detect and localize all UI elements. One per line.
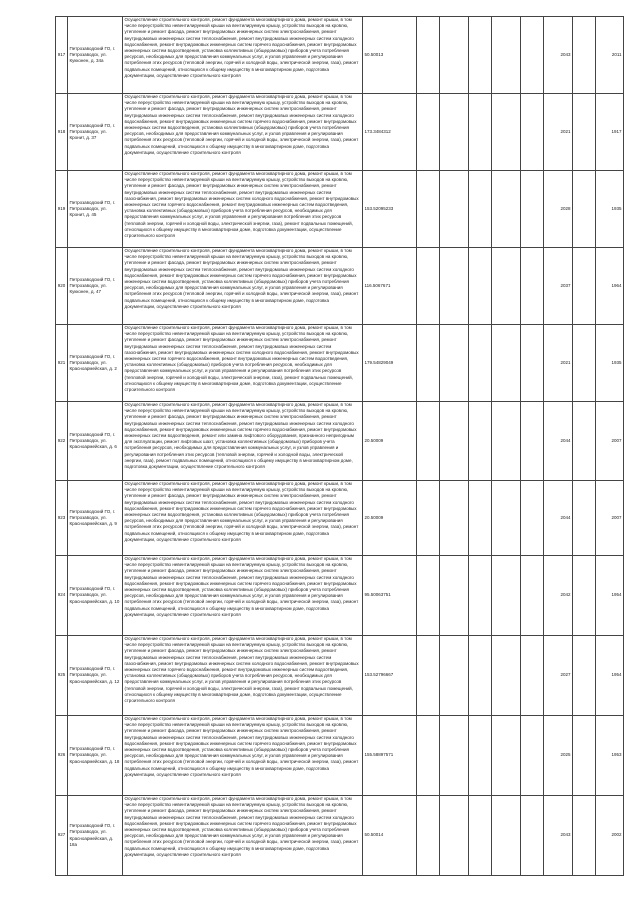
empty-cell: [469, 556, 492, 636]
row-number: 917: [56, 17, 68, 94]
table-row: [56, 94, 624, 171]
empty-cell: [521, 17, 544, 94]
row-works: Осуществление строительного контроля, ремонт фундамента многоквартирного дома, ремонт крыши, в том числе переустройство невентилируемой крыши на вентилируемую крышу, устройство выходов на кровлю, утепление и ремонт фасада, ремонт внутридомовых инженерных систем электроснабжения, ремонт внутридомовых инженерных систем теплоснабжения, ремонт внутридомовых инженерных систем холодного водоснабжения, ремонт внутридомовых инженерных систем горячего водоснабжения, ремонт внутридомовых инженерных систем водоотведения, ремонт или замена лифтового оборудования, признанного непригодным для эксплуатации, ремонт лифтовых шахт, установка коллективных (общедомовых) приборов учета потребления ресурсов, необходимых для предоставления коммунальных услуг, и узлов управления и регулирования потребления этих ресурсов (тепловой энергии, горячей и холодной воды, электрической энергии, газа), ремонт подвальных помещений, относящихся к общему имуществу в многоквартирном доме, подготовка документации, осуществление строительного контроля: [123, 402, 363, 481]
row-year-built: 2011: [596, 17, 624, 94]
row-value: 20.50009: [363, 481, 417, 556]
empty-cell: [573, 556, 596, 636]
row-year-built: 2007: [596, 402, 624, 481]
empty-cell: [492, 402, 521, 481]
row-number: 921: [56, 325, 68, 402]
row-year-planned: 2027: [544, 636, 573, 716]
row-number: 925: [56, 636, 68, 716]
empty-cell: [521, 796, 544, 876]
empty-cell: [440, 248, 469, 325]
empty-cell: [417, 796, 440, 876]
empty-cell: [521, 171, 544, 248]
row-year-built: 1935: [596, 171, 624, 248]
empty-cell: [417, 94, 440, 171]
row-year-planned: 2042: [544, 556, 573, 636]
row-year-built: 2007: [596, 481, 624, 556]
row-year-planned: 2025: [544, 716, 573, 796]
empty-cell: [440, 402, 469, 481]
row-year-built: 1954: [596, 636, 624, 716]
row-address: Петрозаводский ГО, г. Петрозаводск, ул. Красноармейская, д. 18а: [68, 796, 123, 876]
row-number: 920: [56, 248, 68, 325]
row-year-built: 1954: [596, 556, 624, 636]
table-row: [56, 17, 624, 94]
empty-cell: [521, 556, 544, 636]
empty-cell: [573, 481, 596, 556]
table-row: [56, 796, 624, 876]
row-value: 50.50013: [363, 17, 417, 94]
row-year-planned: 2021: [544, 325, 573, 402]
row-value: 20.50009: [363, 402, 417, 481]
empty-cell: [521, 325, 544, 402]
empty-cell: [440, 325, 469, 402]
row-number: 919: [56, 171, 68, 248]
empty-cell: [469, 796, 492, 876]
row-value: 116.5067671: [363, 248, 417, 325]
row-works: Осуществление строительного контроля, ремонт фундамента многоквартирного дома, ремонт крыши, в том числе переустройство невентилируемой крыши на вентилируемую крышу, устройство выходов на кровлю, утепление и ремонт фасада, ремонт внутридомовых инженерных систем электроснабжения, ремонт внутридомовых инженерных систем теплоснабжения, ремонт внутридомовых инженерных систем холодного водоснабжения, ремонт внутридомовых инженерных систем горячего водоснабжения, ремонт внутридомовых инженерных систем водоотведения, установка коллективных (общедомовых) приборов учета потребления ресурсов, необходимых для предоставления коммунальных услуг, и узлов управления и регулирования потребления этих ресурсов (тепловой энергии, горячей и холодной воды, электрической энергии, газа), ремонт подвальных помещений, относящихся к общему имуществу в многоквартирном доме, подготовка документации, осуществление строительного контроля: [123, 556, 363, 636]
row-address: Петрозаводский ГО, г. Петрозаводск, ул. Красноармейская, д. 9: [68, 481, 123, 556]
row-address: Петрозаводский ГО, г. Петрозаводск, ул. Кукконен, д. 34а: [68, 17, 123, 94]
empty-cell: [573, 796, 596, 876]
row-address: Петрозаводский ГО, г. Петрозаводск, ул. Красноармейская, д. 18: [68, 716, 123, 796]
empty-cell: [573, 402, 596, 481]
row-works: Осуществление строительного контроля, ремонт фундамента многоквартирного дома, ремонт крыши, в том числе переустройство невентилируемой крыши на вентилируемую крышу, устройство выходов на кровлю, утепление и ремонт фасада, ремонт внутридомовых инженерных систем электроснабжения, ремонт внутридомовых инженерных систем теплоснабжения, ремонт внутридомовых инженерных систем холодного водоснабжения, ремонт внутридомовых инженерных систем горячего водоснабжения, ремонт внутридомовых инженерных систем водоотведения, установка коллективных (общедомовых) приборов учета потребления ресурсов, необходимых для предоставления коммунальных услуг, и узлов управления и регулирования потребления этих ресурсов (тепловой энергии, горячей и холодной воды, электрической энергии, газа), ремонт подвальных помещений, относящихся к общему имуществу в многоквартирном доме, подготовка документации, осуществление строительного контроля: [123, 481, 363, 556]
empty-cell: [440, 481, 469, 556]
empty-cell: [469, 636, 492, 716]
row-number: 927: [56, 796, 68, 876]
empty-cell: [492, 17, 521, 94]
row-value: 153.52095233: [363, 171, 417, 248]
empty-cell: [417, 636, 440, 716]
empty-cell: [492, 796, 521, 876]
empty-cell: [417, 248, 440, 325]
empty-cell: [492, 171, 521, 248]
register-rows: [56, 17, 624, 876]
empty-cell: [440, 636, 469, 716]
row-address: Петрозаводский ГО, г. Петрозаводск, ул. Кронит, д. 37: [68, 94, 123, 171]
empty-cell: [521, 716, 544, 796]
empty-cell: [440, 17, 469, 94]
empty-cell: [521, 94, 544, 171]
empty-cell: [573, 248, 596, 325]
row-address: Петрозаводский ГО, г. Петрозаводск, ул. Красноармейская, д. 6: [68, 402, 123, 481]
empty-cell: [573, 17, 596, 94]
empty-cell: [417, 325, 440, 402]
table-row: [56, 248, 624, 325]
table-row: [56, 325, 624, 402]
register-table: [55, 16, 624, 876]
empty-cell: [492, 636, 521, 716]
row-works: Осуществление строительного контроля, ремонт фундамента многоквартирного дома, ремонт крыши, в том числе переустройство невентилируемой крыши на вентилируемую крышу, устройство выходов на кровлю, утепление и ремонт фасада, ремонт внутридомовых инженерных систем электроснабжения, ремонт внутридомовых инженерных систем теплоснабжения, ремонт внутридомовых инженерных систем холодного водоснабжения, ремонт внутридомовых инженерных систем горячего водоснабжения, ремонт внутридомовых инженерных систем водоотведения, установка коллективных (общедомовых) приборов учета потребления ресурсов, необходимых для предоставления коммунальных услуг, и узлов управления и регулирования потребления этих ресурсов (тепловой энергии, горячей и холодной воды, электрической энергии, газа), ремонт подвальных помещений, относящихся к общему имуществу в многоквартирном доме, подготовка документации, осуществление строительного контроля: [123, 94, 363, 171]
row-year-built: 1935: [596, 325, 624, 402]
empty-cell: [492, 481, 521, 556]
empty-cell: [469, 248, 492, 325]
row-address: Петрозаводский ГО, г. Петрозаводск, ул. Кукконен, д. 47: [68, 248, 123, 325]
empty-cell: [469, 481, 492, 556]
table-row: [56, 171, 624, 248]
row-works: Осуществление строительного контроля, ремонт фундамента многоквартирного дома, ремонт крыши, в том числе переустройство невентилируемой крыши на вентилируемую крышу, устройство выходов на кровлю, утепление и ремонт фасада, ремонт внутридомовых инженерных систем электроснабжения, ремонт внутридомовых инженерных систем теплоснабжения, ремонт внутридомовых инженерных систем холодного водоснабжения, ремонт внутридомовых инженерных систем горячего водоснабжения, ремонт внутридомовых инженерных систем водоотведения, установка коллективных (общедомовых) приборов учета потребления ресурсов, необходимых для предоставления коммунальных услуг, и узлов управления и регулирования потребления этих ресурсов (тепловой энергии, горячей и холодной воды, электрической энергии, газа), ремонт подвальных помещений, относящихся к общему имуществу в многоквартирном доме, подготовка документации, осуществление строительного контроля: [123, 716, 363, 796]
table-row: [56, 402, 624, 481]
row-year-planned: 2037: [544, 248, 573, 325]
empty-cell: [417, 481, 440, 556]
table-row: [56, 716, 624, 796]
row-year-planned: 2021: [544, 94, 573, 171]
row-year-built: 1953: [596, 716, 624, 796]
row-value: 155.58897571: [363, 716, 417, 796]
table-row: [56, 481, 624, 556]
empty-cell: [417, 17, 440, 94]
row-works: Осуществление строительного контроля, ремонт фундамента многоквартирного дома, ремонт крыши, в том числе переустройство невентилируемой крыши на вентилируемую крышу, устройство выходов на кровлю, утепление и ремонт фасада, ремонт внутридомовых инженерных систем электроснабжения, ремонт внутридомовых инженерных систем теплоснабжения, ремонт внутридомовых инженерных систем газоснабжения, ремонт внутридомовых инженерных систем холодного водоснабжения, ремонт внутридомовых инженерных систем горячего водоснабжения, ремонт внутридомовых инженерных систем водоотведения, установка коллективных (общедомовых) приборов учета потребления ресурсов, необходимых для предоставления коммунальных услуг, и узлов управления и регулирования потребления этих ресурсов (тепловой энергии, горячей и холодной воды, электрической энергии, газа), ремонт подвальных помещений, относящихся к общему имуществу в многоквартирном доме, подготовка документации, осуществление строительного контроля: [123, 325, 363, 402]
empty-cell: [573, 636, 596, 716]
empty-cell: [440, 796, 469, 876]
empty-cell: [469, 716, 492, 796]
empty-cell: [521, 481, 544, 556]
row-works: Осуществление строительного контроля, ремонт фундамента многоквартирного дома, ремонт крыши, в том числе переустройство невентилируемой крыши на вентилируемую крышу, устройство выходов на кровлю, утепление и ремонт фасада, ремонт внутридомовых инженерных систем электроснабжения, ремонт внутридомовых инженерных систем теплоснабжения, ремонт внутридомовых инженерных систем газоснабжения, ремонт внутридомовых инженерных систем холодного водоснабжения, ремонт внутридомовых инженерных систем горячего водоснабжения, ремонт внутридомовых инженерных систем водоотведения, установка коллективных (общедомовых) приборов учета потребления ресурсов, необходимых для предоставления коммунальных услуг, и узлов управления и регулирования потребления этих ресурсов (тепловой энергии, горячей и холодной воды, электрической энергии, газа), ремонт подвальных помещений, относящихся к общему имуществу в многоквартирном доме, подготовка документации, осуществление строительного контроля: [123, 171, 363, 248]
row-address: Петрозаводский ГО, г. Петрозаводск, ул. Красноармейская, д. 10: [68, 556, 123, 636]
row-value: 50.50014: [363, 796, 417, 876]
row-works: Осуществление строительного контроля, ремонт фундамента многоквартирного дома, ремонт крыши, в том числе переустройство невентилируемой крыши на вентилируемую крышу, устройство выходов на кровлю, утепление и ремонт фасада, ремонт внутридомовых инженерных систем электроснабжения, ремонт внутридомовых инженерных систем теплоснабжения, ремонт внутридомовых инженерных систем холодного водоснабжения, ремонт внутридомовых инженерных систем горячего водоснабжения, ремонт внутридомовых инженерных систем водоотведения, установка коллективных (общедомовых) приборов учета потребления ресурсов, необходимых для предоставления коммунальных услуг, и узлов управления и регулирования потребления этих ресурсов (тепловой энергии, горячей и холодной воды, электрической энергии, газа), ремонт подвальных помещений, относящихся к общему имуществу в многоквартирном доме, подготовка документации, осуществление строительного контроля: [123, 796, 363, 876]
row-year-planned: 2044: [544, 402, 573, 481]
row-year-built: 1964: [596, 248, 624, 325]
empty-cell: [492, 556, 521, 636]
row-works: Осуществление строительного контроля, ремонт фундамента многоквартирного дома, ремонт крыши, в том числе переустройство невентилируемой крыши на вентилируемую крышу, устройство выходов на кровлю, утепление и ремонт фасада, ремонт внутридомовых инженерных систем электроснабжения, ремонт внутридомовых инженерных систем теплоснабжения, ремонт внутридомовых инженерных систем холодного водоснабжения, ремонт внутридомовых инженерных систем горячего водоснабжения, ремонт внутридомовых инженерных систем водоотведения, установка коллективных (общедомовых) приборов учета потребления ресурсов, необходимых для предоставления коммунальных услуг, и узлов управления и регулирования потребления этих ресурсов (тепловой энергии, горячей и холодной воды, электрической энергии, газа), ремонт подвальных помещений, относящихся к общему имуществу в многоквартирном доме, подготовка документации, осуществление строительного контроля: [123, 248, 363, 325]
row-number: 926: [56, 716, 68, 796]
empty-cell: [469, 17, 492, 94]
empty-cell: [492, 716, 521, 796]
empty-cell: [573, 716, 596, 796]
row-number: 922: [56, 402, 68, 481]
empty-cell: [440, 171, 469, 248]
row-works: Осуществление строительного контроля, ремонт фундамента многоквартирного дома, ремонт крыши, в том числе переустройство невентилируемой крыши на вентилируемую крышу, устройство выходов на кровлю, утепление и ремонт фасада, ремонт внутридомовых инженерных систем электроснабжения, ремонт внутридомовых инженерных систем теплоснабжения, ремонт внутридомовых инженерных систем газоснабжения, ремонт внутридомовых инженерных систем холодного водоснабжения, ремонт внутридомовых инженерных систем горячего водоснабжения, ремонт внутридомовых инженерных систем водоотведения, установка коллективных (общедомовых) приборов учета потребления ресурсов, необходимых для предоставления коммунальных услуг, и узлов управления и регулирования потребления этих ресурсов (тепловой энергии, горячей и холодной воды, электрической энергии, газа), ремонт подвальных помещений, относящихся к общему имуществу в многоквартирном доме, подготовка документации, осуществление строительного контроля: [123, 636, 363, 716]
row-address: Петрозаводский ГО, г. Петрозаводск, ул. Кронит, д. 45: [68, 171, 123, 248]
empty-cell: [492, 94, 521, 171]
empty-cell: [417, 556, 440, 636]
empty-cell: [469, 402, 492, 481]
empty-cell: [492, 325, 521, 402]
empty-cell: [573, 171, 596, 248]
row-number: 923: [56, 481, 68, 556]
row-value: 173.3484312: [363, 94, 417, 171]
row-number: 924: [56, 556, 68, 636]
row-year-built: 1917: [596, 94, 624, 171]
row-year-planned: 2028: [544, 171, 573, 248]
empty-cell: [492, 248, 521, 325]
row-address: Петрозаводский ГО, г. Петрозаводск, ул. Красноармейская, д. 2: [68, 325, 123, 402]
row-year-planned: 2043: [544, 17, 573, 94]
row-value: 153.52796667: [363, 636, 417, 716]
empty-cell: [440, 556, 469, 636]
table-row: [56, 556, 624, 636]
empty-cell: [417, 402, 440, 481]
empty-cell: [469, 94, 492, 171]
row-works: Осуществление строительного контроля, ремонт фундамента многоквартирного дома, ремонт крыши, в том числе переустройство невентилируемой крыши на вентилируемую крышу, устройство выходов на кровлю, утепление и ремонт фасада, ремонт внутридомовых инженерных систем электроснабжения, ремонт внутридомовых инженерных систем теплоснабжения, ремонт внутридомовых инженерных систем холодного водоснабжения, ремонт внутридомовых инженерных систем горячего водоснабжения, ремонт внутридомовых инженерных систем водоотведения, установка коллективных (общедомовых) приборов учета потребления ресурсов, необходимых для предоставления коммунальных услуг, и узлов управления и регулирования потребления этих ресурсов (тепловой энергии, горячей и холодной воды, электрической энергии, газа), ремонт подвальных помещений, относящихся к общему имуществу в многоквартирном доме, подготовка документации, осуществление строительного контроля: [123, 17, 363, 94]
empty-cell: [417, 716, 440, 796]
empty-cell: [521, 636, 544, 716]
row-address: Петрозаводский ГО, г. Петрозаводск, ул. Красноармейская, д. 12: [68, 636, 123, 716]
row-value: 179.54829049: [363, 325, 417, 402]
empty-cell: [521, 402, 544, 481]
row-number: 918: [56, 94, 68, 171]
table-row: [56, 636, 624, 716]
row-year-built: 2002: [596, 796, 624, 876]
empty-cell: [440, 716, 469, 796]
empty-cell: [573, 94, 596, 171]
empty-cell: [573, 325, 596, 402]
row-year-planned: 2043: [544, 796, 573, 876]
empty-cell: [417, 171, 440, 248]
empty-cell: [469, 171, 492, 248]
row-value: 95.50063751: [363, 556, 417, 636]
row-year-planned: 2044: [544, 481, 573, 556]
empty-cell: [440, 94, 469, 171]
empty-cell: [469, 325, 492, 402]
empty-cell: [521, 248, 544, 325]
